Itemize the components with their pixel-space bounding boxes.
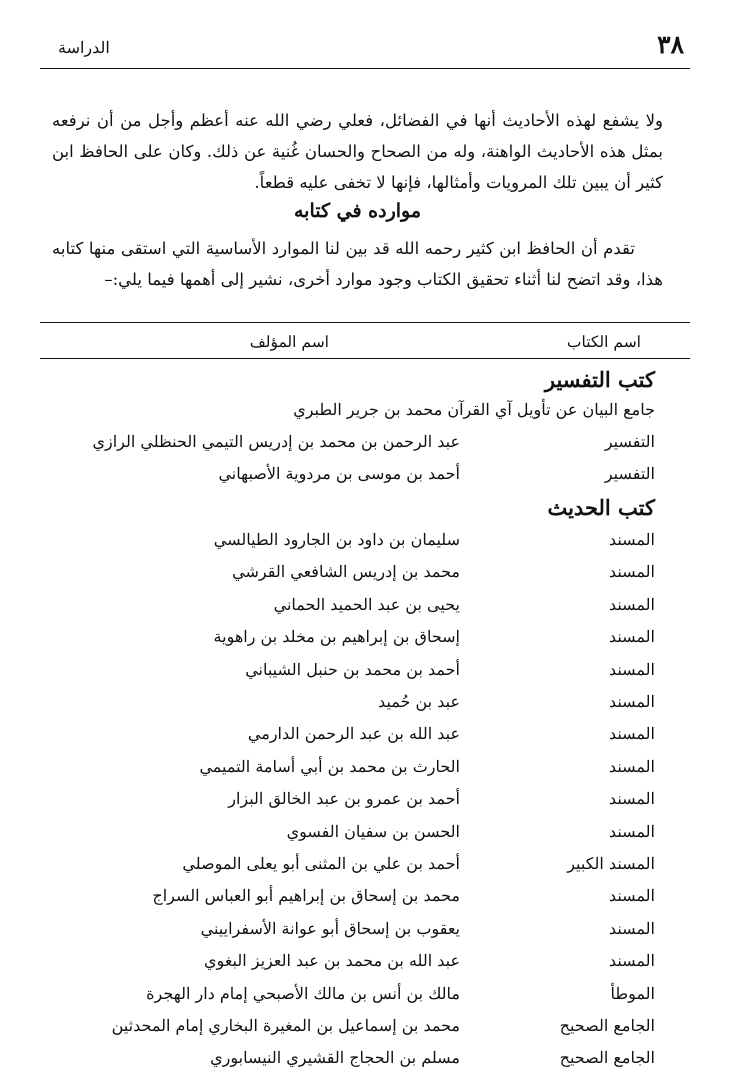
author-name: عبد بن حُميد xyxy=(378,692,460,711)
tafsir-standalone-entry: جامع البيان عن تأويل آي القرآن محمد بن جرير الطبري xyxy=(293,400,655,419)
table-row xyxy=(85,789,655,819)
book-name: المسند xyxy=(608,594,655,614)
table-row xyxy=(85,822,655,852)
table-row xyxy=(85,432,655,462)
book-name: الجامع الصحيح xyxy=(559,1048,655,1068)
table-header-rule xyxy=(40,358,690,359)
table-row xyxy=(85,1048,655,1078)
book-name: الجامع الصحيح xyxy=(559,1016,655,1035)
author-name: الحارث بن محمد بن أبي أسامة التميمي xyxy=(199,756,460,776)
table-top-rule xyxy=(40,322,690,323)
book-name: التفسير xyxy=(604,432,655,451)
sources-paragraph: تقدم أن الحافظ ابن كثير رحمه الله قد بين لنا الموارد الأساسية التي استقى منها كتابه هذا، وقد اتضح لنا أثناء تحقيق الكتاب وجود موارد أخرى، نشير إلى أهمها فيما يلي:– xyxy=(52,239,663,289)
book-column-header: اسم الكتاب xyxy=(566,333,641,351)
book-name: المسند xyxy=(608,789,655,809)
table-row xyxy=(85,919,655,949)
author-name: أحمد بن عمرو بن عبد الخالق البزار xyxy=(228,789,460,809)
author-name: أحمد بن موسى بن مردوية الأصبهاني xyxy=(218,464,460,483)
table-row xyxy=(85,692,655,722)
header-rule xyxy=(40,68,690,69)
author-column-header: اسم المؤلف xyxy=(249,333,329,351)
book-name: المسند xyxy=(608,530,655,549)
intro-paragraph: ولا يشفع لهذه الأحاديث أنها في الفضائل، فعلي رضي الله عنه أعظم وأجل من أن نرفعه بمثل هذه الأحاديث الواهنة، وله من الصحاح والحسان غُنية عن ذلك. وكان على الحافظ ابن كثير أن يبين تلك المرويات وأمثالها، فإنها لا تخفى عليه قطعاً. xyxy=(52,111,663,192)
table-row xyxy=(85,984,655,1014)
table-row xyxy=(85,1016,655,1046)
book-name: المسند xyxy=(608,756,655,776)
book-name: المسند xyxy=(608,886,655,906)
book-name: التفسير xyxy=(604,464,655,483)
table-row xyxy=(85,757,655,787)
author-name: الحسن بن سفيان الفسوي xyxy=(286,821,460,841)
table-row xyxy=(85,951,655,981)
book-name: المسند xyxy=(608,692,655,711)
author-name: يعقوب بن إسحاق أبو عوانة الأسفراييني xyxy=(200,918,460,938)
author-name: يحيى بن عبد الحميد الحماني xyxy=(273,594,460,614)
author-name: عبد الله بن عبد الرحمن الدارمي xyxy=(247,724,460,744)
running-header xyxy=(40,30,688,66)
book-name: المسند الكبير xyxy=(567,854,655,873)
author-name: محمد بن إدريس الشافعي القرشي xyxy=(232,562,460,582)
book-name: المسند xyxy=(608,659,655,679)
author-name: عبد الله بن محمد بن عبد العزيز البغوي xyxy=(204,951,460,971)
sources-heading: موارده في كتابه xyxy=(293,200,422,222)
hadith-category-heading: كتب الحديث xyxy=(547,495,655,520)
author-name: محمد بن إسماعيل بن المغيرة البخاري إمام المحدثين xyxy=(111,1016,460,1035)
book-name: المسند xyxy=(608,821,655,841)
section-title: الدراسة xyxy=(58,38,110,57)
book-name: المسند xyxy=(608,724,655,744)
table-row xyxy=(85,530,655,560)
table-row xyxy=(85,562,655,592)
author-name: عبد الرحمن بن محمد بن إدريس التيمي الحنظلي الرازي xyxy=(92,432,460,451)
book-name: المسند xyxy=(608,918,655,938)
table-row xyxy=(85,660,655,690)
author-name: مالك بن أنس بن مالك الأصبحي إمام دار الهجرة xyxy=(146,983,460,1003)
intro-text xyxy=(52,105,663,198)
page-number: ٣٨ xyxy=(657,30,684,59)
tafsir-category-heading: كتب التفسير xyxy=(544,367,655,392)
table-row xyxy=(85,724,655,754)
book-name: المسند xyxy=(608,627,655,647)
author-name: مسلم بن الحجاج القشيري النيسابوري xyxy=(210,1048,460,1068)
book-name: المسند xyxy=(608,562,655,582)
sources-text xyxy=(52,233,663,295)
author-name: محمد بن إسحاق بن إبراهيم أبو العباس السراج xyxy=(152,886,460,906)
table-row xyxy=(85,627,655,657)
author-name: سليمان بن داود بن الجارود الطيالسي xyxy=(213,530,460,549)
table-row xyxy=(85,854,655,884)
author-name: أحمد بن محمد بن حنبل الشيباني xyxy=(245,659,460,679)
author-name: أحمد بن علي بن المثنى أبو يعلى الموصلي xyxy=(182,854,460,873)
author-name: إسحاق بن إبراهيم بن مخلد بن راهوية xyxy=(213,627,460,647)
table-row xyxy=(85,595,655,625)
book-name: الموطأ xyxy=(610,983,655,1003)
table-row xyxy=(85,886,655,916)
book-name: المسند xyxy=(608,951,655,971)
table-row xyxy=(85,464,655,494)
